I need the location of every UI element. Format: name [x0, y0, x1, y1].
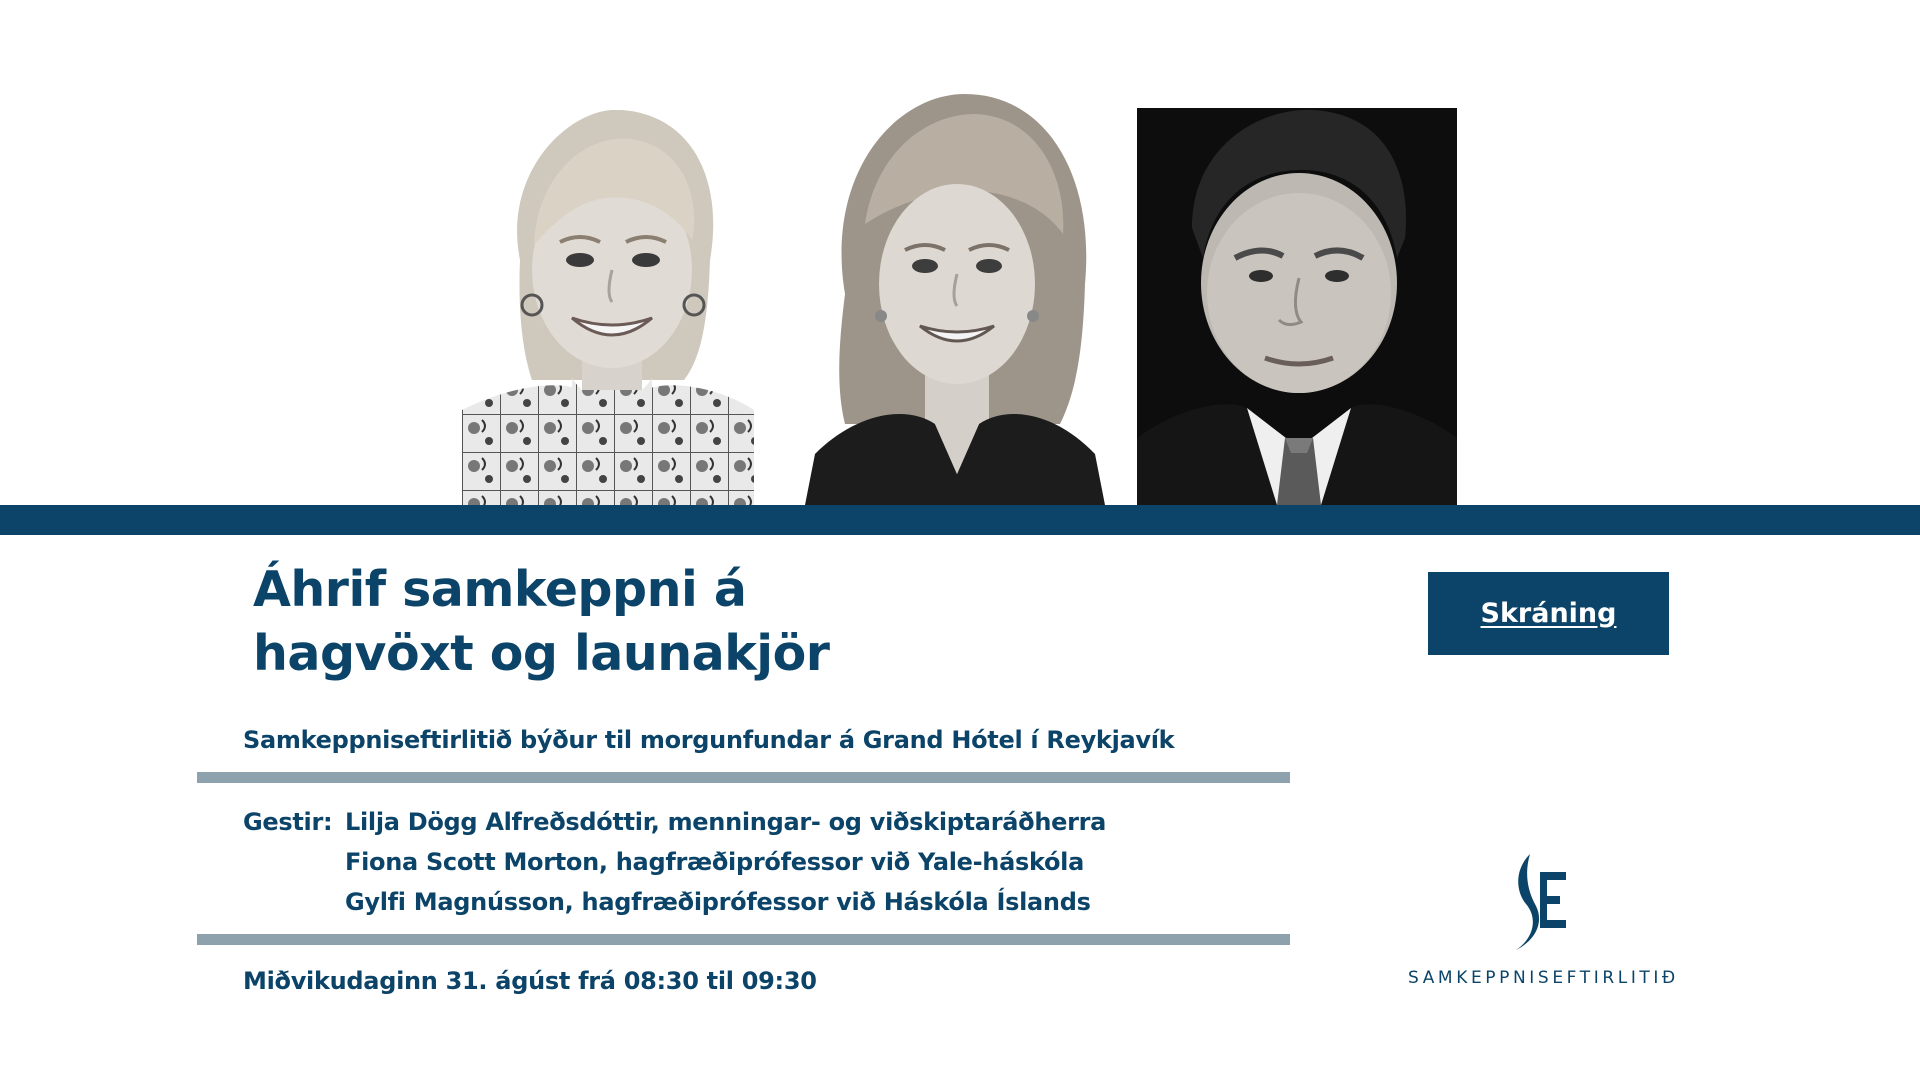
event-title-line-1: Áhrif samkeppni á — [253, 561, 747, 618]
logo-wordmark: SAMKEPPNISEFTIRLITIÐ — [1408, 968, 1679, 988]
register-button-label[interactable]: Skráning — [1480, 598, 1617, 629]
header-divider-band — [0, 505, 1920, 535]
portrait-woman-brunette-icon — [805, 94, 1105, 505]
event-subtitle: Samkeppniseftirlitið býður til morgunfundar á Grand Hótel í Reykjavík — [243, 726, 1175, 754]
guest-list-item — [243, 882, 1106, 922]
event-date: Miðvikudaginn 31. ágúst frá 08:30 til 09:30 — [243, 967, 817, 995]
portrait-man-icon — [1137, 108, 1457, 505]
guest-name: Lilja Dögg Alfreðsdóttir, menningar- og viðskiptaráðherra — [345, 808, 1107, 836]
guest-name: Gylfi Magnússon, hagfræðiprófessor við Háskóla Íslands — [345, 888, 1091, 916]
speaker-photo-2 — [805, 94, 1105, 505]
guest-list-item — [243, 802, 1106, 842]
portrait-woman-blonde-icon — [462, 110, 754, 505]
event-title — [253, 558, 973, 686]
speaker-photo-1 — [462, 110, 754, 505]
guest-name: Fiona Scott Morton, hagfræðiprófessor við Yale-háskóla — [345, 848, 1084, 876]
event-title-line-2: hagvöxt og launakjör — [253, 625, 830, 682]
register-button[interactable] — [1428, 572, 1669, 655]
speaker-photo-3 — [1137, 108, 1457, 505]
samkeppniseftirlitid-logo-icon — [1510, 852, 1570, 952]
divider-rule — [197, 934, 1290, 945]
guests-label: Gestir: — [243, 808, 333, 836]
guest-list-item — [243, 842, 1106, 882]
guest-list — [243, 802, 1106, 922]
divider-rule — [197, 772, 1290, 783]
